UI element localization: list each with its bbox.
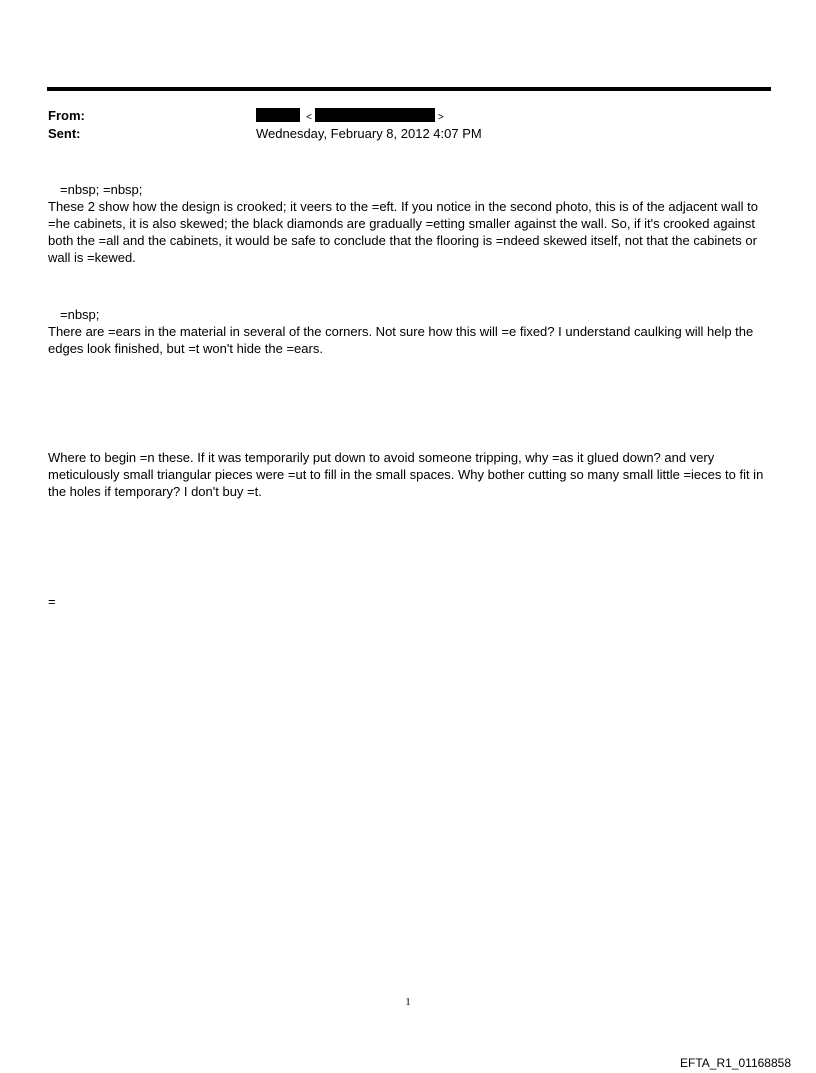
redacted-sender-name bbox=[256, 108, 300, 122]
sent-label: Sent: bbox=[48, 126, 81, 141]
page-number: 1 bbox=[405, 996, 411, 1008]
paragraph-4-text: = bbox=[48, 594, 56, 609]
header-rule bbox=[47, 87, 771, 91]
from-close-bracket: > bbox=[437, 112, 444, 123]
paragraph-2 bbox=[48, 306, 772, 357]
paragraph-2-nbsp-line: =nbsp; bbox=[60, 307, 100, 322]
paragraph-1 bbox=[48, 181, 772, 266]
paragraph-1-nbsp-line: =nbsp; =nbsp; bbox=[60, 182, 143, 197]
paragraph-1-text: These 2 show how the design is crooked; it veers to the =eft. If you notice in the second photo, this is of the adjacent wall to =he cabinets, it is also skewed; the black diamonds are gradually =etting smaller against the wall. So, if it's crooked against both the =all and the cabinets, it would be safe to conclude that the flooring is =ndeed skewed itself, not that the cabinets or wall is =kewed. bbox=[48, 199, 758, 265]
bates-number: EFTA_R1_01168858 bbox=[680, 1056, 791, 1070]
sent-value: Wednesday, February 8, 2012 4:07 PM bbox=[256, 126, 482, 141]
paragraph-3 bbox=[48, 449, 772, 500]
paragraph-3-text: Where to begin =n these. If it was temporarily put down to avoid someone tripping, why =as it glued down? and very meticulously small triangular pieces were =ut to fill in the small spaces. Why bother cutting so many small little =ieces to fit in the holes if temporary? I don't buy =t. bbox=[48, 450, 764, 499]
paragraph-2-text: There are =ears in the material in several of the corners. Not sure how this will =e fixed? I understand caulking will help the edges look finished, but =t won't hide the =ears. bbox=[48, 324, 754, 356]
from-value bbox=[256, 108, 447, 124]
from-label: From: bbox=[48, 108, 85, 123]
paragraph-4 bbox=[48, 593, 772, 610]
redacted-sender-email bbox=[315, 108, 435, 122]
from-open-bracket: < bbox=[306, 112, 312, 123]
